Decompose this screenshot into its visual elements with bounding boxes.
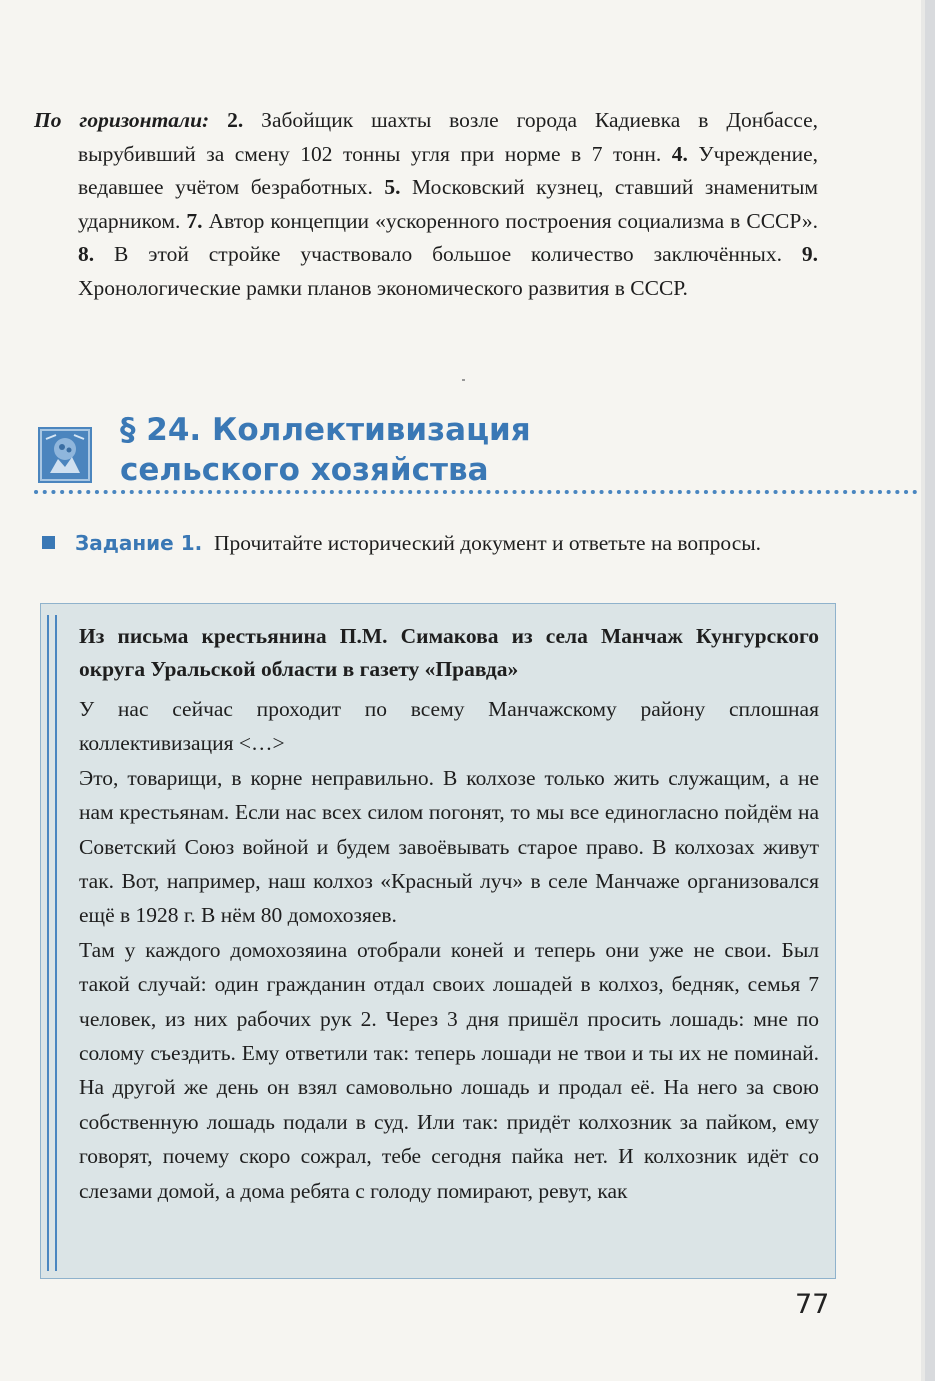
task-label: Задание 1. [75, 531, 203, 555]
clue-text: Хронологические рамки планов экономического развития в СССР. [78, 275, 688, 300]
clue-text: Учреждение, ведавшее учётом безработных. [78, 141, 818, 200]
page-number: 77 [795, 1289, 830, 1320]
clue-number: 2. [227, 108, 244, 132]
clue-text: В этой стройке участвовало большое количество заключённых. [114, 242, 782, 267]
task-text: Прочитайте исторический документ и ответьте на вопросы. [214, 531, 762, 555]
clue-number: 5. [384, 175, 401, 200]
clue-number: 7. [186, 208, 203, 233]
chain-border-decoration [47, 615, 61, 1271]
document-paragraph: Там у каждого домохозяина отобрали коней и теперь они уже не свои. Был такой случай: один гражданин отдал своих лошадей в колхоз, бедняк, семья 7 человек, из них рабочих рук 2. Через 3 дня пришёл просить лошадь: мне по солому съездить. Ему ответили так: теперь лошади не твои и ты их не поминай. На другой же день он взял самовольно лошадь и продал её. На него за свою собственную лошадь подали в суд. Или так: придёт колхозник за пайком, ему говорят, почему скоро сожрал, тебе сегодня пайка нет. И колхозник идёт со слезами домой, а дома ребята с голоду помирают, ревут, как [79, 937, 819, 1203]
task-marker-icon [42, 536, 55, 549]
clue-text: Забойщик шахты возле города Кадиевка в Донбассе, вырубивший за смену 102 тонны угля при норме в 7 тонн. [78, 108, 818, 166]
clue-number: 9. [801, 242, 819, 267]
document-paragraph: У нас сейчас проходит по всему Манчажскому району сплошная коллективизация <…> [79, 697, 819, 756]
section-title-line-2: сельского хозяйства [120, 452, 489, 488]
clue-number: 4. [671, 141, 688, 166]
dotted-divider [34, 489, 924, 495]
clue-text: Автор концепции «ускоренного построения социализма в СССР». [208, 208, 819, 233]
section-title-line-1: § 24. Коллективизация [120, 412, 531, 448]
section-emblem-icon [38, 427, 92, 483]
clue-text: Московский кузнец, ставший знаменитым ударником. [78, 175, 819, 233]
print-speck [462, 379, 465, 381]
document-heading: Из письма крестьянина П.М. Симакова из села Манчаж Кунгурского округа Уральской области в газету «Правда» [79, 624, 819, 681]
section-title [120, 410, 820, 490]
crossword-clues [34, 104, 819, 306]
page-edge [925, 0, 935, 1381]
clues-lead: По горизонтали: [34, 108, 210, 132]
clue-number: 8. [78, 242, 95, 267]
document-body [79, 692, 819, 1208]
document-paragraph: Это, товарищи, в корне неправильно. В колхозе только жить служащим, а не нам крестьянам. Если нас всех силом погонят, то мы все единогласно пойдём на Советский Союз войной и будем завоёвывать старое право. В колхозах живут так. Вот, например, наш колхоз «Красный луч» в селе Манчаже организовался ещё в 1928 г. В нём 80 домохозяев. [79, 765, 819, 928]
